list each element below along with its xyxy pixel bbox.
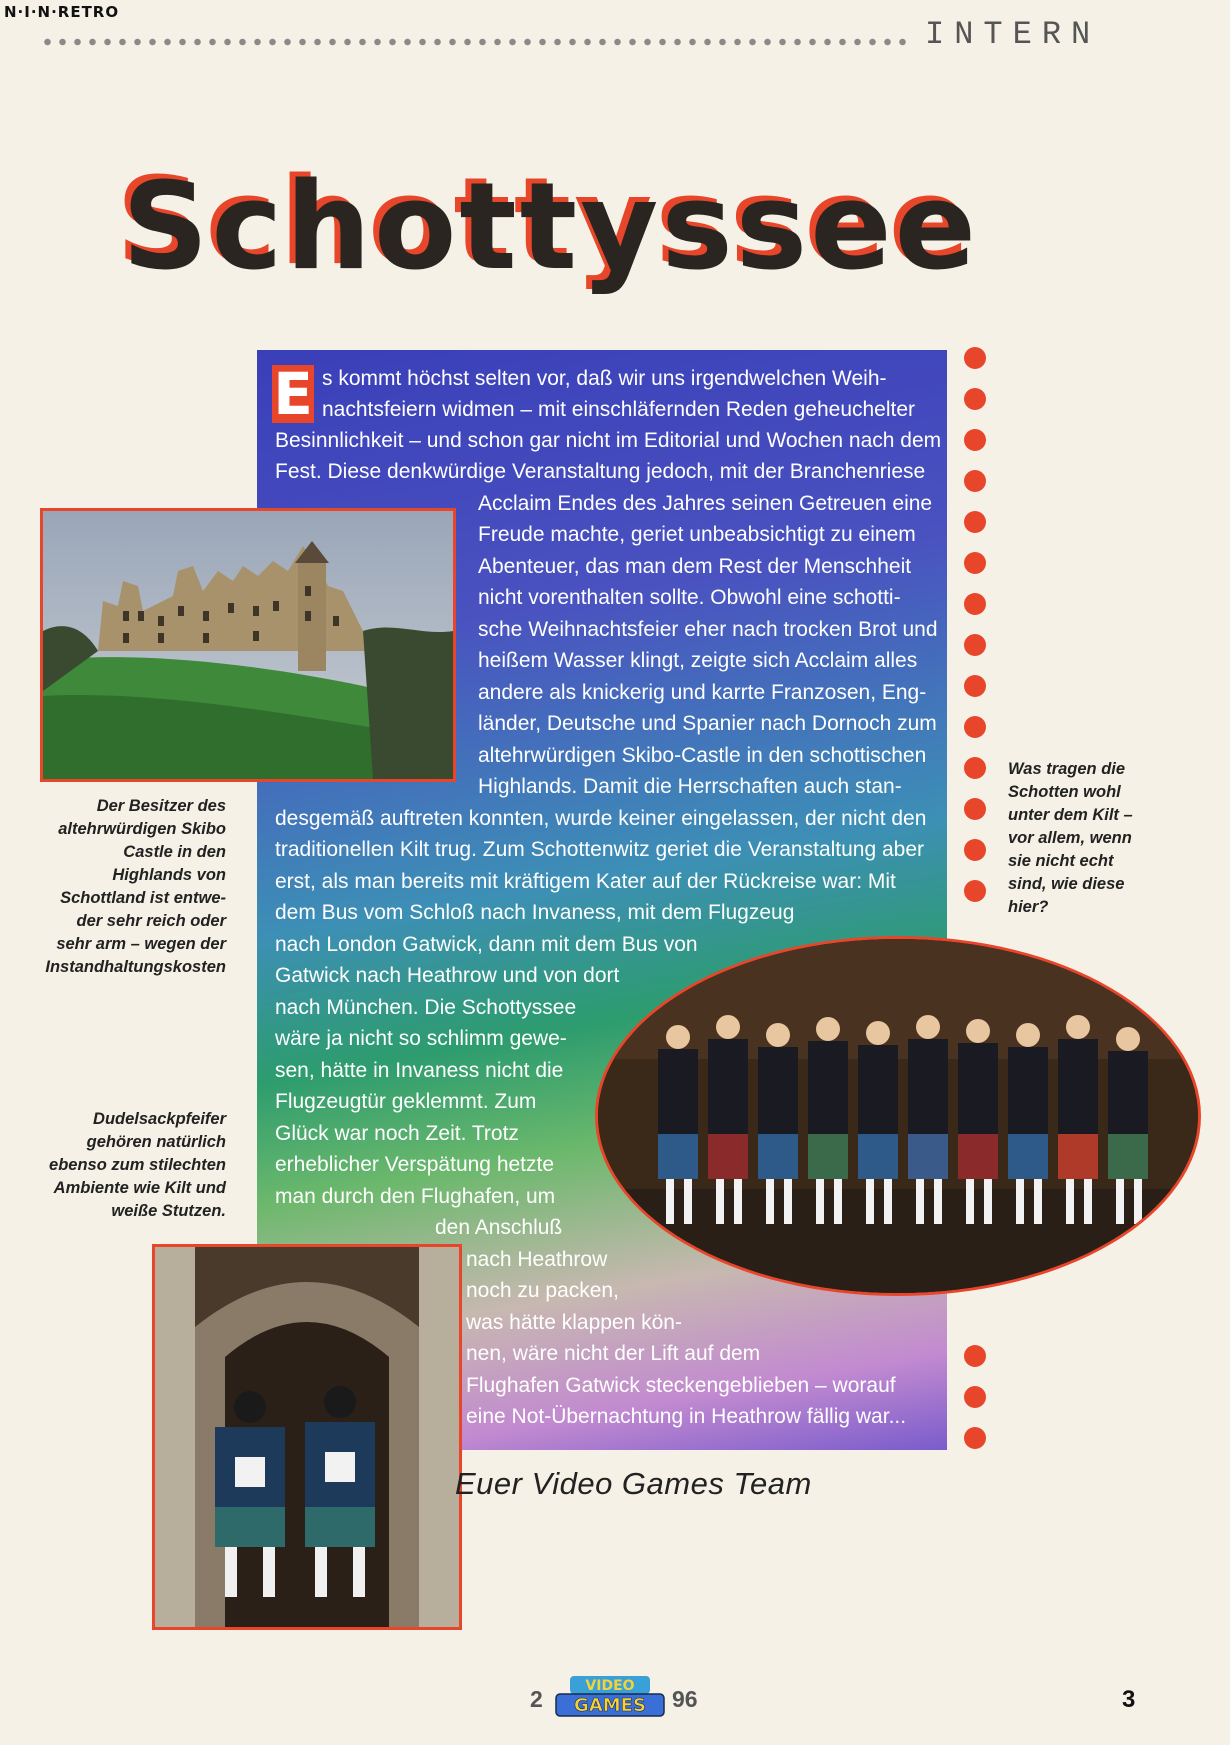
article-line: man durch den Flughafen, um xyxy=(275,1185,556,1208)
castle-photo xyxy=(40,508,456,782)
decorative-dot xyxy=(964,839,986,861)
caption-line: altehrwürdigen Skibo xyxy=(58,820,226,838)
article-line: desgemäß auftreten konnten, wurde keiner eingelassen, der nicht den xyxy=(275,807,927,830)
page-number: 3 xyxy=(1122,1686,1136,1713)
article-line: andere als knickerig und karrte Franzosen, Eng- xyxy=(478,681,927,704)
caption-line: sie nicht echt xyxy=(1008,852,1114,870)
article-line: Flughafen Gatwick steckengeblieben – worauf xyxy=(466,1374,896,1397)
caption-line: weiße Stutzen. xyxy=(111,1202,226,1220)
article-line: eine Not-Übernachtung in Heathrow fällig war... xyxy=(466,1405,907,1428)
caption-line: Castle in den xyxy=(123,843,226,861)
article-line: nach München. Die Schottyssee xyxy=(275,996,577,1019)
caption-line: hier? xyxy=(1008,898,1049,916)
article-line: traditionellen Kilt trug. Zum Schottenwitz geriet die Veranstaltung aber xyxy=(275,838,925,861)
bagpipers-illustration xyxy=(155,1247,459,1627)
decorative-dot xyxy=(964,511,986,533)
caption-line: Der Besitzer des xyxy=(96,797,226,815)
article-line: heißem Wasser klingt, zeigte sich Acclaim alles xyxy=(478,649,918,672)
decorative-dot xyxy=(964,429,986,451)
decorative-dot xyxy=(964,1386,986,1408)
article-line: wäre ja nicht so schlimm gewe- xyxy=(275,1027,567,1050)
article-line: was hätte klappen kön- xyxy=(466,1311,682,1334)
video-games-logo xyxy=(552,1676,668,1718)
section-label: INTERN xyxy=(925,16,1101,53)
decorative-dot xyxy=(964,347,986,369)
decorative-dot xyxy=(964,593,986,615)
article-line: nen, wäre nicht der Lift auf dem xyxy=(466,1342,761,1365)
dotted-rule xyxy=(40,37,910,47)
bagpipers-photo-caption xyxy=(30,1108,226,1223)
group-in-kilts-photo xyxy=(595,936,1201,1296)
caption-line: Schotten wohl xyxy=(1008,783,1121,801)
decorative-dot xyxy=(964,1427,986,1449)
drop-cap: E xyxy=(273,360,313,428)
article-line: Besinnlichkeit – und schon gar nicht im Editorial und Wochen nach dem xyxy=(275,429,942,452)
castle-illustration xyxy=(43,511,453,779)
caption-line: Instandhaltungskosten xyxy=(45,958,226,976)
article-line: Abenteuer, das man dem Rest der Menschheit xyxy=(478,555,912,578)
caption-line: unter dem Kilt – xyxy=(1008,806,1133,824)
kilt-photo-caption xyxy=(1008,758,1188,919)
decorative-dot xyxy=(964,675,986,697)
caption-line: Ambiente wie Kilt und xyxy=(53,1179,226,1197)
article-line: Freude machte, geriet unbeabsichtigt zu einem xyxy=(478,523,916,546)
logo-top-text: VIDEO xyxy=(585,1678,635,1694)
article-line: dem Bus vom Schloß nach Invaness, mit dem Flugzeug xyxy=(275,901,795,924)
article-line: altehrwürdigen Skibo-Castle in den schottischen xyxy=(478,744,927,767)
article-line: noch zu packen, xyxy=(466,1279,619,1302)
caption-line: Was tragen die xyxy=(1008,760,1126,778)
decorative-dot xyxy=(964,798,986,820)
article-line: nachtsfeiern widmen – mit einschläfernden Reden geheuchelter xyxy=(322,398,916,421)
decorative-dot xyxy=(964,757,986,779)
issue-month: 2 xyxy=(530,1686,543,1712)
article-line: Fest. Diese denkwürdige Veranstaltung jedoch, mit der Branchenriese xyxy=(275,460,926,483)
group-illustration xyxy=(598,939,1198,1293)
decorative-dot xyxy=(964,880,986,902)
caption-line: sind, wie diese xyxy=(1008,875,1125,893)
caption-line: Schottland ist entwe- xyxy=(60,889,226,907)
signoff: Euer Video Games Team xyxy=(455,1466,812,1501)
decorative-dot xyxy=(964,470,986,492)
decorative-dot xyxy=(964,634,986,656)
article-line: länder, Deutsche und Spanier nach Dornoch zum xyxy=(478,712,937,735)
article-line: Flugzeugtür geklemmt. Zum xyxy=(275,1090,537,1113)
castle-photo-caption xyxy=(30,795,226,979)
logo-bottom-text: GAMES xyxy=(574,1695,646,1716)
article-line: nach London Gatwick, dann mit dem Bus von xyxy=(275,933,698,956)
decorative-dot xyxy=(964,552,986,574)
article-line: nicht vorenthalten sollte. Obwohl eine schotti- xyxy=(478,586,901,609)
bagpipers-photo xyxy=(152,1244,462,1630)
article-line: sen, hätte in Invaness nicht die xyxy=(275,1059,564,1082)
article-line: nach Heathrow xyxy=(466,1248,608,1271)
article-line: Glück war noch Zeit. Trotz xyxy=(275,1122,519,1145)
article-line: sche Weihnachtsfeier eher nach trocken Brot und xyxy=(478,618,938,641)
caption-line: gehören natürlich xyxy=(86,1133,226,1151)
article-line: Acclaim Endes des Jahres seinen Getreuen eine xyxy=(478,492,933,515)
article-line: Gatwick nach Heathrow und von dort xyxy=(275,964,620,987)
decorative-dot xyxy=(964,1345,986,1367)
article-title: Schottyssee xyxy=(122,158,980,297)
caption-line: vor allem, wenn xyxy=(1008,829,1132,847)
article-line: s kommt höchst selten vor, daß wir uns irgendwelchen Weih- xyxy=(322,367,887,390)
caption-line: der sehr reich oder xyxy=(76,912,226,930)
article-line: den Anschluß xyxy=(435,1216,563,1239)
caption-line: Dudelsackpfeifer xyxy=(93,1110,226,1128)
article-line: erheblicher Verspätung hetzte xyxy=(275,1153,555,1176)
caption-line: ebenso zum stilechten xyxy=(49,1156,226,1174)
article-line: Highlands. Damit die Herrschaften auch stan- xyxy=(478,775,902,798)
article-line: erst, als man bereits mit kräftigem Kater auf der Rückreise war: Mit xyxy=(275,870,896,893)
caption-line: Highlands von xyxy=(112,866,226,884)
caption-line: sehr arm – wegen der xyxy=(56,935,226,953)
brand-logo: N·I·N·RETRO xyxy=(4,3,120,21)
decorative-dot xyxy=(964,716,986,738)
decorative-dot xyxy=(964,388,986,410)
issue-year: 96 xyxy=(672,1686,698,1712)
